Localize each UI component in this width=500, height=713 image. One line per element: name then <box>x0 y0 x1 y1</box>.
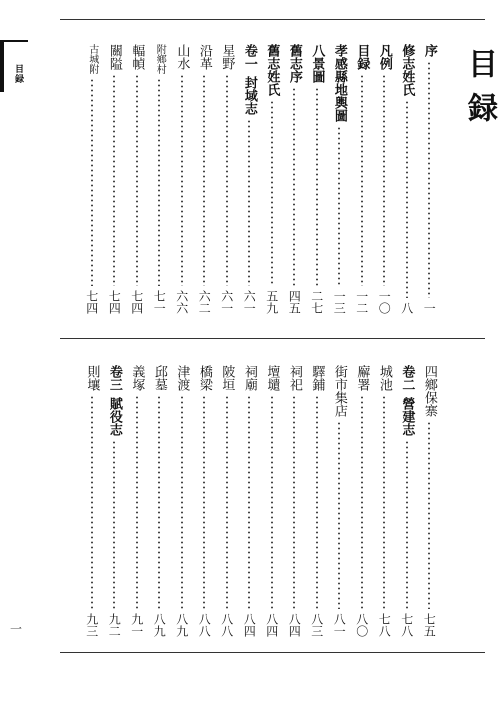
toc-entry <box>218 365 236 637</box>
side-tab-bar <box>0 40 4 92</box>
toc-entry-page: 八 <box>399 302 414 314</box>
dot-leader <box>406 100 408 298</box>
top-rule <box>60 19 485 20</box>
toc-entry-page: 八四 <box>242 613 257 637</box>
toc-entry <box>353 365 371 637</box>
toc-entry-title: 卷一 <box>241 44 257 70</box>
toc-entry <box>128 44 146 314</box>
dot-leader <box>113 440 115 609</box>
dot-leader <box>158 395 160 609</box>
toc-entry <box>195 365 213 637</box>
toc-entry-page: 六六 <box>174 290 189 314</box>
toc-entry-page: 一 <box>422 302 437 314</box>
toc-entry-page: 一〇 <box>377 290 392 314</box>
toc-entry-page: 六一 <box>219 290 234 314</box>
dot-leader <box>181 74 183 286</box>
toc-entry-title: 凡例 <box>376 44 392 70</box>
toc-entry <box>240 365 258 637</box>
toc-entry <box>240 44 258 314</box>
dot-leader <box>158 78 160 286</box>
bottom-rule <box>60 652 485 653</box>
toc-entry-title: 孝感縣地輿圖 <box>331 44 347 122</box>
toc-entry-page: 七八 <box>399 613 414 637</box>
toc-entry <box>330 44 348 314</box>
toc-entry-page: 七四 <box>107 290 122 314</box>
toc-entry-title: 四鄉保寨 <box>421 365 437 417</box>
dot-leader <box>271 100 273 286</box>
toc-entry <box>195 44 213 314</box>
toc-entry <box>105 44 123 314</box>
toc-entry-page: 七一 <box>152 290 167 314</box>
toc-entry-page: 七四 <box>84 290 99 314</box>
toc-entry <box>353 44 371 314</box>
toc-entry-page: 六二 <box>197 290 212 314</box>
toc-entry-page: 五九 <box>264 290 279 314</box>
toc-entry-subtitle: 營建志 <box>399 397 415 436</box>
toc-entry-title: 八景圖 <box>309 44 325 83</box>
dot-leader <box>293 395 295 609</box>
toc-entry-title: 序 <box>421 44 437 57</box>
toc-entry-title: 修志姓氏 <box>399 44 415 96</box>
toc-entry <box>173 365 191 637</box>
toc-entry-title: 津渡 <box>174 365 190 391</box>
page-number: 一 <box>10 622 23 636</box>
toc-entry-title: 則壤 <box>84 365 100 391</box>
toc-entry-page: 八九 <box>152 613 167 637</box>
dot-leader <box>383 74 385 286</box>
toc-entry-title: 驛鋪 <box>309 365 325 391</box>
toc-entry-page: 八四 <box>287 613 302 637</box>
toc-entry-title: 星野 <box>219 44 235 70</box>
toc-entry-title: 街市集店 <box>331 365 347 417</box>
toc-entry-page: 二七 <box>309 290 324 314</box>
toc-entry <box>398 365 416 637</box>
toc-entry-title: 祠祀 <box>286 365 302 391</box>
toc-entry-title: 城池 <box>376 365 392 391</box>
toc-entry-page: 七八 <box>377 613 392 637</box>
dot-leader <box>383 395 385 609</box>
toc-entry <box>420 365 438 637</box>
toc-entry-page: 八八 <box>219 613 234 637</box>
toc-entry <box>105 365 123 637</box>
toc-entry <box>285 365 303 637</box>
toc-entry-page: 八四 <box>264 613 279 637</box>
dot-leader <box>271 395 273 609</box>
toc-entry <box>83 365 101 637</box>
dot-leader <box>113 74 115 286</box>
toc-entry-page: 四五 <box>287 290 302 314</box>
toc-entry-title: 橋梁 <box>196 365 212 391</box>
toc-entry-title: 祠廟 <box>241 365 257 391</box>
toc-entry-title: 壇壝 <box>264 365 280 391</box>
toc-entry-page: 六一 <box>242 290 257 314</box>
toc-entry-title: 卷二 <box>399 365 415 391</box>
toc-entry-page: 一二 <box>354 290 369 314</box>
toc-entry-title: 目録 <box>354 44 370 70</box>
toc-entry <box>173 44 191 314</box>
toc-entry-page: 九三 <box>84 613 99 637</box>
page-title: 目録 <box>462 48 497 136</box>
toc-entry <box>375 44 393 314</box>
toc-entry <box>308 365 326 637</box>
toc-entry-title: 舊志序 <box>286 44 302 83</box>
toc-entry-page: 九一 <box>129 613 144 637</box>
dot-leader <box>316 395 318 609</box>
side-running-head: 目録 <box>13 64 23 84</box>
toc-entry-page: 九二 <box>107 613 122 637</box>
toc-entry <box>150 365 168 637</box>
dot-leader <box>361 74 363 286</box>
dot-leader <box>91 78 93 286</box>
toc-entry <box>308 44 326 314</box>
dot-leader <box>91 395 93 609</box>
dot-leader <box>338 421 340 609</box>
dot-leader <box>248 119 250 286</box>
dot-leader <box>203 395 205 609</box>
toc-entry-title: 關隘 <box>106 44 122 70</box>
dot-leader <box>316 87 318 286</box>
toc-entry-subtitle: 封域志 <box>241 76 257 115</box>
toc-entry <box>83 44 101 314</box>
dot-leader <box>361 395 363 609</box>
dot-leader <box>428 61 430 298</box>
toc-entry-title: 附鄉村 <box>154 44 166 74</box>
toc-entry <box>263 365 281 637</box>
dot-leader <box>226 395 228 609</box>
toc-entry-page: 八八 <box>197 613 212 637</box>
toc-entry-title: 輻幀 <box>129 44 145 70</box>
toc-entry <box>128 365 146 637</box>
toc-entry-page: 八九 <box>174 613 189 637</box>
side-tab-cap <box>4 40 28 42</box>
toc-entry-title: 義塚 <box>129 365 145 391</box>
toc-entry <box>420 44 438 314</box>
toc-entry-page: 七四 <box>129 290 144 314</box>
toc-entry-title: 邱墓 <box>151 365 167 391</box>
dot-leader <box>136 395 138 609</box>
dot-leader <box>338 126 340 286</box>
toc-entry-page: 一三 <box>332 290 347 314</box>
toc-entry-page: 八〇 <box>354 613 369 637</box>
toc-entry-page: 八三 <box>309 613 324 637</box>
middle-rule <box>60 338 485 339</box>
toc-entry-title: 古城附 <box>86 44 98 74</box>
dot-leader <box>248 395 250 609</box>
toc-entry-page: 八一 <box>332 613 347 637</box>
toc-entry <box>285 44 303 314</box>
toc-entry-subtitle: 賦役志 <box>106 397 122 436</box>
toc-entry-title: 陂垣 <box>219 365 235 391</box>
dot-leader <box>406 440 408 609</box>
toc-entry <box>330 365 348 637</box>
dot-leader <box>293 87 295 286</box>
toc-entry-page: 七五 <box>422 613 437 637</box>
toc-entry-title: 舊志姓氏 <box>264 44 280 96</box>
dot-leader <box>226 74 228 286</box>
toc-entry <box>150 44 168 314</box>
toc-entry <box>398 44 416 314</box>
dot-leader <box>203 74 205 286</box>
dot-leader <box>181 395 183 609</box>
toc-entry-title: 廨署 <box>354 365 370 391</box>
dot-leader <box>428 421 430 609</box>
toc-entry <box>375 365 393 637</box>
toc-entry <box>263 44 281 314</box>
toc-entry <box>218 44 236 314</box>
toc-entry-title: 卷三 <box>106 365 122 391</box>
toc-entry-title: 山水 <box>174 44 190 70</box>
dot-leader <box>136 74 138 286</box>
toc-entry-title: 沿革 <box>196 44 212 70</box>
